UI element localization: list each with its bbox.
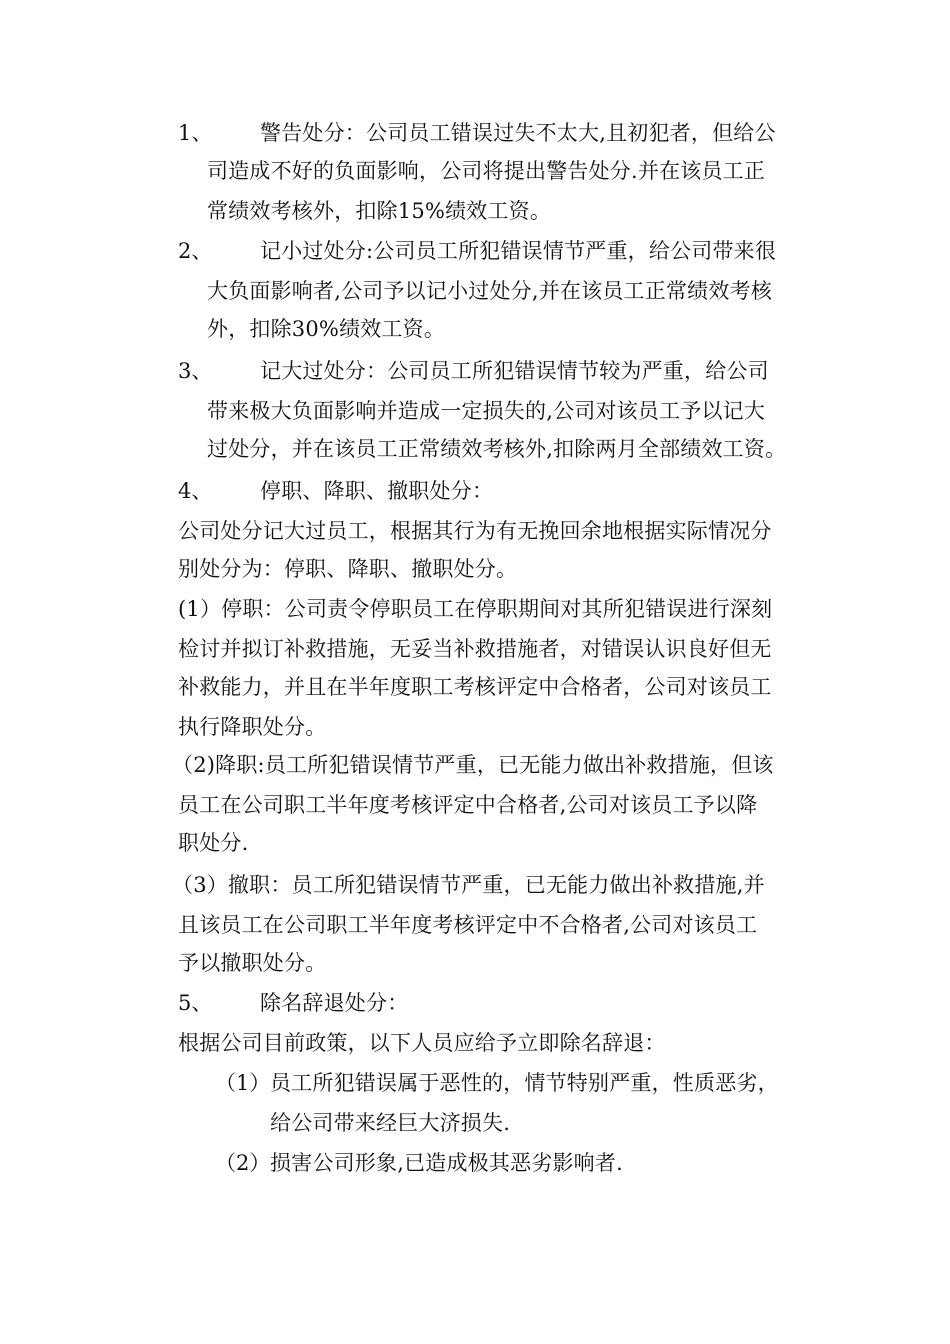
suspend-line-2: 检讨并拟订补救措施，无妥当补救措施者，对错误认识良好但无 [178,637,772,661]
item-4-intro-line-1: 公司处分记大过员工，根据其行为有无挽回余地根据实际情况分 [178,519,772,543]
item-5-intro: 根据公司目前政策，以下人员应给予立即除名辞退： [178,1031,666,1055]
item-2-number: 2、 [178,239,213,263]
item-2-line-1: 记小过处分:公司员工所犯错误情节严重，给公司带来很 [260,239,777,263]
item-1-line-1: 警告处分：公司员工错误过失不太大,且初犯者，但给公 [260,121,776,145]
suspend-line-3: 补救能力，并且在半年度职工考核评定中合格者，公司对该员工 [178,675,772,699]
dismiss-line-1: （3）撤职：员工所犯错误情节严重，已无能力做出补救措施,并 [172,873,765,897]
sub-item-1-line-1: 员工所犯错误属于恶性的，情节特别严重，性质恶劣， [270,1071,779,1095]
sub-item-2-line-1: 损害公司形象,已造成极其恶劣影响者. [270,1151,623,1175]
item-3-number: 3、 [178,359,213,383]
dismiss-line-2: 且该员工在公司职工半年度考核评定中不合格者,公司对该员工 [178,913,758,937]
demote-line-1: （2)降职:员工所犯错误情节严重，已无能力做出补救措施，但该 [172,753,774,777]
sub-item-1-number: （1） [215,1071,271,1095]
item-1-line-2: 司造成不好的负面影响，公司将提出警告处分.并在该员工正 [207,159,766,183]
item-5-number: 5、 [178,991,213,1015]
dismiss-line-3: 予以撤职处分。 [178,951,327,975]
item-3-line-3: 过处分，并在该员工正常绩效考核外,扣除两月全部绩效工资。 [207,437,787,461]
item-4-intro-line-2: 别处分为：停职、降职、撤职处分。 [178,557,518,581]
item-1-number: 1、 [178,121,213,145]
item-2-line-2: 大负面影响者,公司予以记小过处分,并在该员工正常绩效考核 [207,279,772,303]
item-3-line-2: 带来极大负面影响并造成一定损失的,公司对该员工予以记大 [207,399,766,423]
item-5-title: 除名辞退处分： [260,991,409,1015]
suspend-line-1: (1）停职：公司责令停职员工在停职期间对其所犯错误进行深刻 [178,597,773,621]
demote-line-2: 员工在公司职工半年度考核评定中合格者,公司对该员工予以降 [178,793,758,817]
sub-item-1-line-2: 给公司带来经巨大济损失. [270,1111,511,1135]
suspend-line-4: 执行降职处分。 [178,715,327,739]
item-4-number: 4、 [178,479,213,503]
sub-item-2-number: （2） [215,1151,271,1175]
item-4-title: 停职、降职、撤职处分： [260,479,494,503]
demote-line-3: 职处分. [178,831,249,855]
item-3-line-1: 记大过处分：公司员工所犯错误情节较为严重，给公司 [260,359,769,383]
item-2-line-3: 外，扣除30%绩效工资。 [207,317,446,341]
item-1-line-3: 常绩效考核外，扣除15%绩效工资。 [207,199,552,223]
